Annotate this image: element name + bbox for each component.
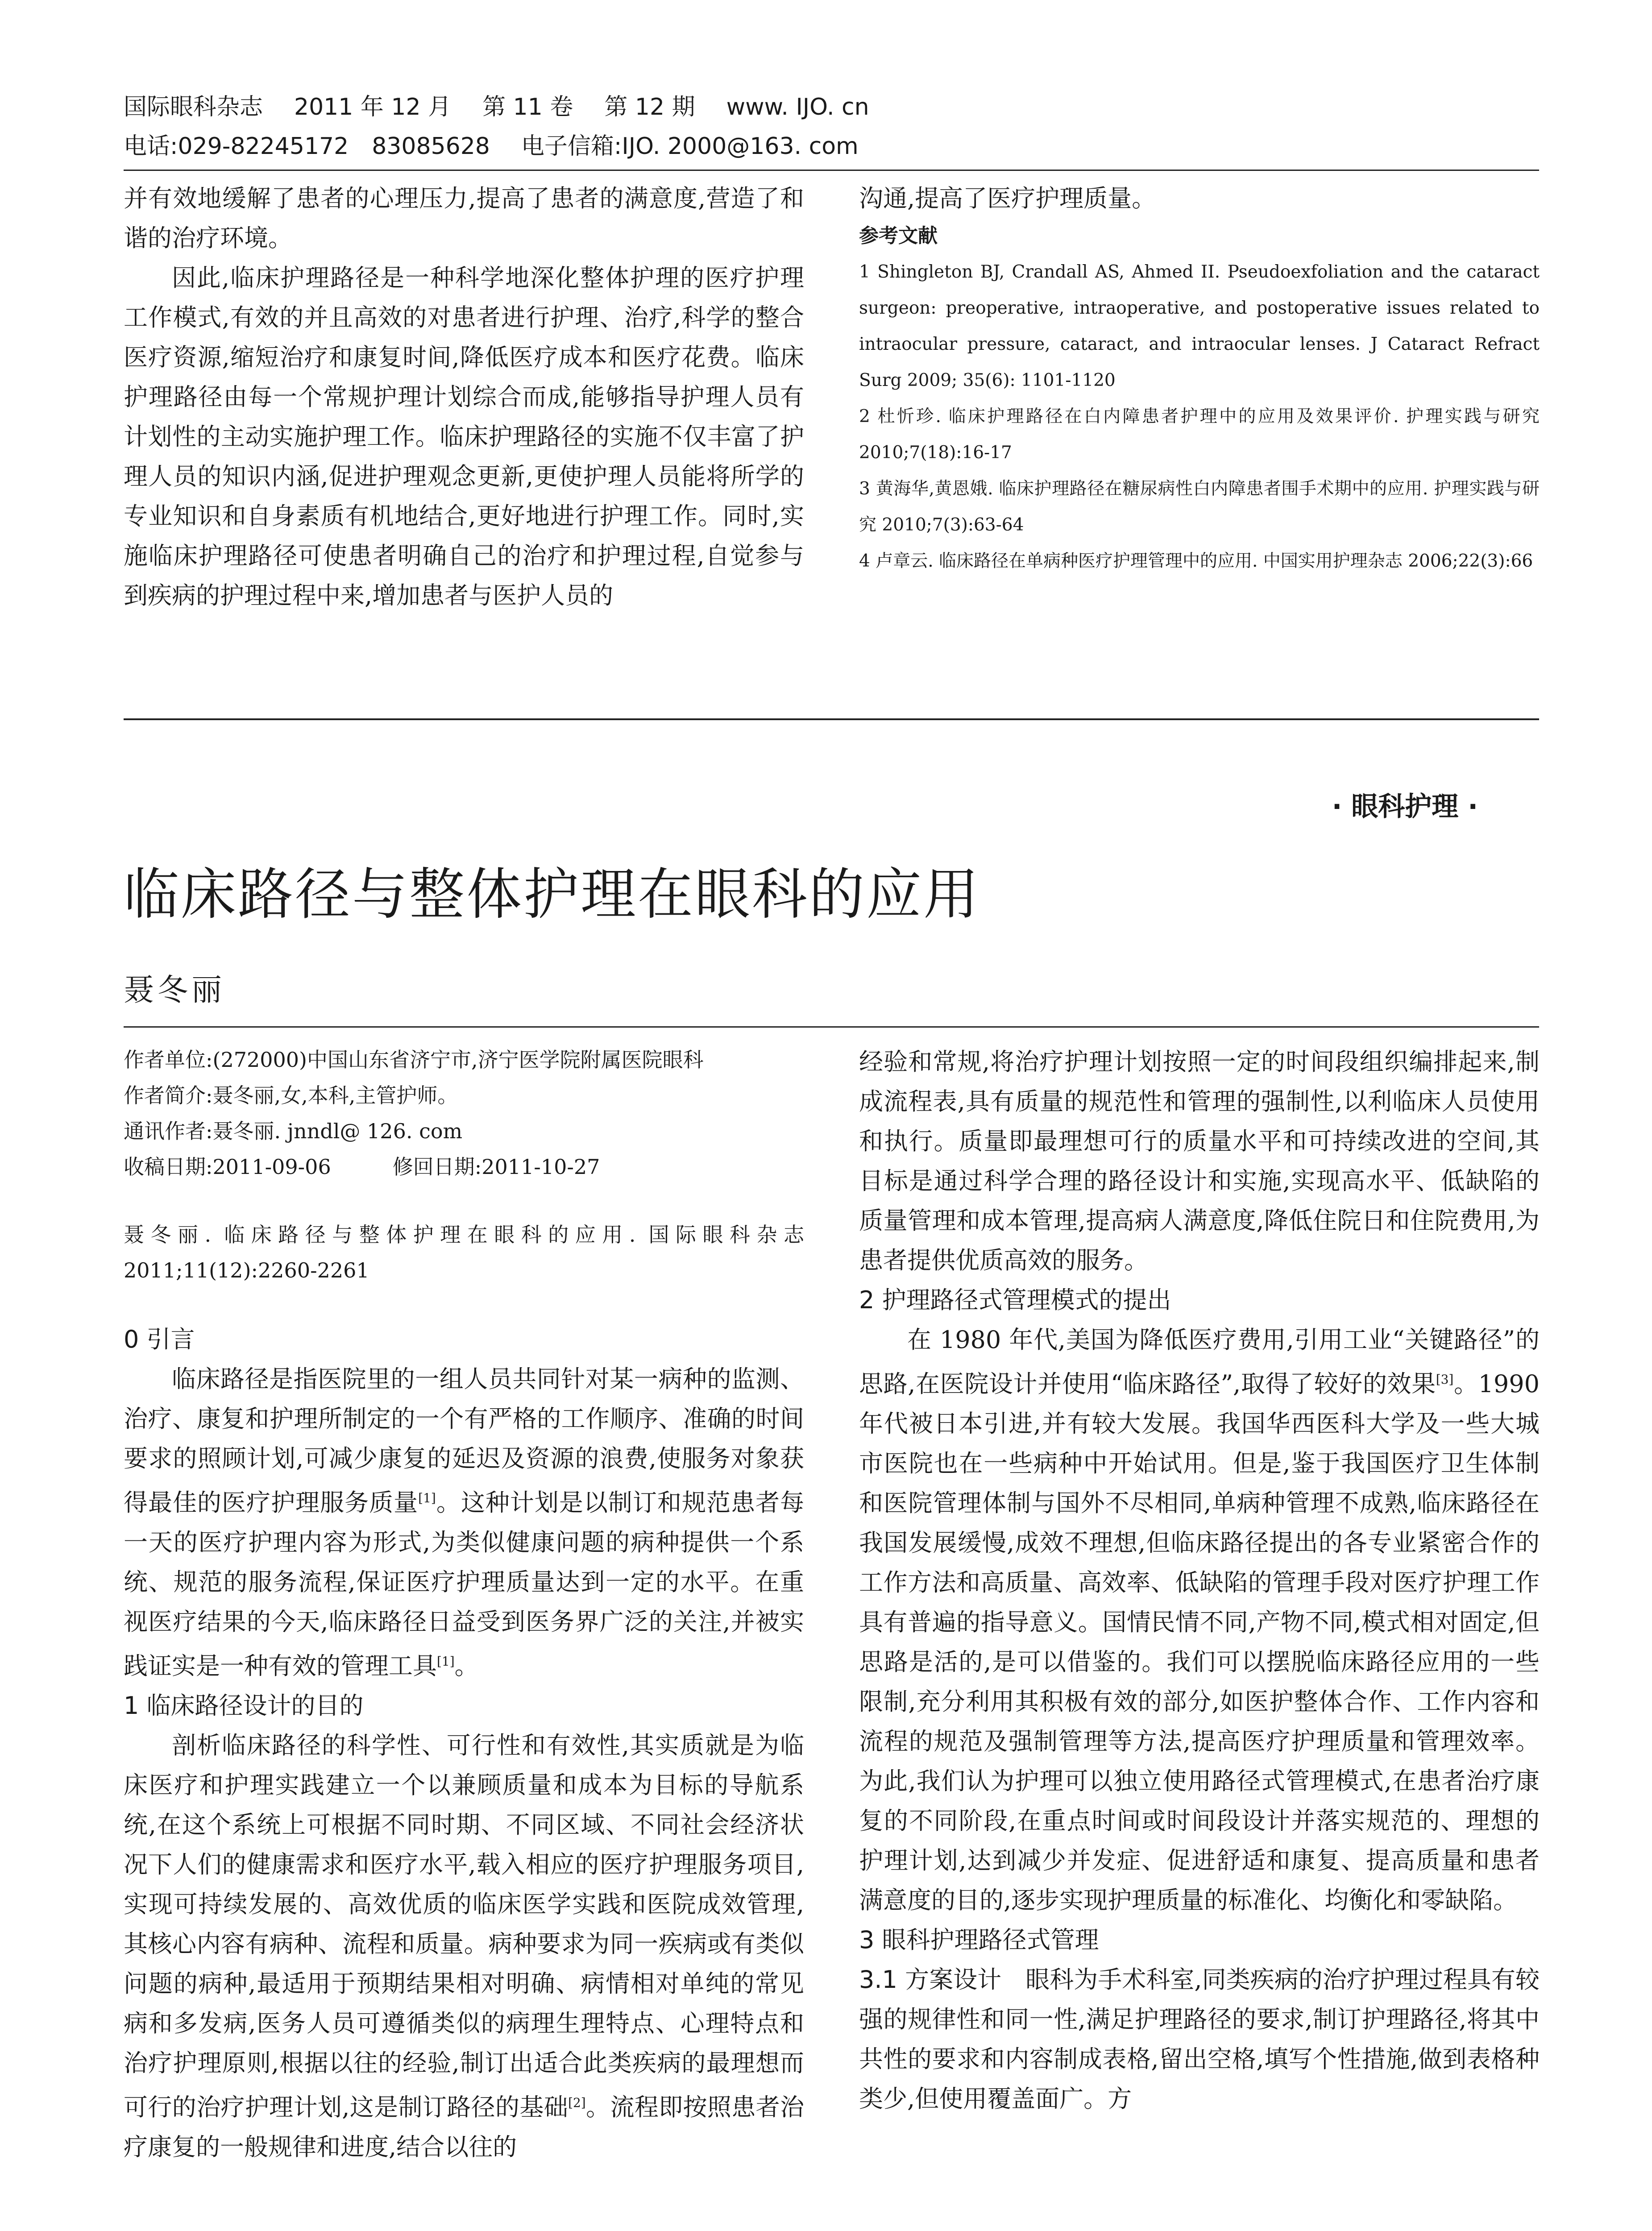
prev-paragraph: 并有效地缓解了患者的心理压力,提高了患者的满意度,营造了和谐的治疗环境。 (124, 184, 804, 252)
issue: 第 12 期 (604, 94, 695, 120)
citation-marker: [2] (568, 2095, 586, 2110)
reference-item: 1 Shingleton BJ, Crandall AS, Ahmed II. Pseudoexfoliation and the cataract surgeon: preoperative, intraoperative, and postoperative issues related to intraocular pressure, cataract, and intraocular lenses. J Cataract Refract Surg 2009; 35(6): 1101-1120 (859, 262, 1540, 390)
article-left-column (124, 1042, 804, 2167)
issue-date: 2011 年 12 月 (294, 94, 452, 120)
section-heading: 2 护理路径式管理模式的提出 (859, 1286, 1171, 1314)
article-right-column (859, 1042, 1540, 2119)
section-label: · 眼科护理 · (1332, 791, 1478, 822)
reference-item: 4 卢章云. 临床路径在单病种医疗护理管理中的应用. 中国实用护理杂志 2006;22(3):66 (859, 551, 1533, 571)
prev-article-right-column (859, 178, 1540, 579)
article-separator-rule (124, 718, 1539, 720)
citation-marker: [3] (1436, 1372, 1454, 1387)
author-affiliation: 作者单位:(272000)中国山东省济宁市,济宁医学院附属医院眼科 (124, 1048, 704, 1072)
author-bio: 作者简介:聂冬丽,女,本科,主管护师。 (124, 1083, 458, 1107)
volume: 第 11 卷 (482, 94, 573, 120)
body-paragraph: 临床路径是指医院里的一组人员共同针对某一病种的监测、治疗、康复和护理所制定的一个有严格的工作顺序、准确的时间要求的照顾计划,可减少康复的延迟及资源的浪费,使服务对象获得最佳的医疗护理服务质量[1]。这种计划是以制订和规范患者每一天的医疗护理内容为形式,为类似健康问题的病种提供一个系统、规范的服务流程,保证医疗护理质量达到一定的水平。在重视医疗结果的今天,临床路径日益受到医务界广泛的关注,并被实践证实是一种有效的管理工具[1]。 (124, 1365, 805, 1680)
body-paragraph: 经验和常规,将治疗护理计划按照一定的时间段组织编排起来,制成流程表,具有质量的规范性和管理的强制性,以利临床人员使用和执行。质量即最理想可行的质量水平和可持续改进的空间,其目标是通过科学合理的路径设计和实施,实现高水平、低缺陷的质量管理和成本管理,提高病人满意度,降低住院日和住院费用,为患者提供优质高效的服务。 (859, 1048, 1540, 1274)
subsection-heading: 3.1 方案设计 (859, 1966, 1002, 1994)
received-revised-dates: 收稿日期:2011-09-06 修回日期:2011-10-27 (124, 1155, 600, 1179)
running-header-line2 (124, 129, 890, 164)
reference-item: 3 黄海华,黄恩娥. 临床护理路径在糖尿病性白内障患者围手术期中的应用. 护理实践与研究 2010;7(3):63-64 (859, 479, 1540, 535)
section-heading: 3 眼科护理路径式管理 (859, 1926, 1099, 1954)
header-rule (124, 170, 1539, 171)
section-heading: 0 引言 (124, 1325, 195, 1353)
prev-paragraph: 因此,临床护理路径是一种科学地深化整体护理的医疗护理工作模式,有效的并且高效的对患者进行护理、治疗,科学的整合医疗资源,缩短治疗和康复时间,降低医疗成本和医疗花费。临床护理路径由每一个常规护理计划综合而成,能够指导护理人员有计划性的主动实施护理工作。临床护理路径的实施不仅丰富了护理人员的知识内涵,促进护理观念更新,更使护理人员能将所学的专业知识和自身素质有机地结合,更好地进行护理工作。同时,实施临床护理路径可使患者明确自己的治疗和护理过程,自觉参与到疾病的护理过程中来,增加患者与医护人员的 (124, 264, 804, 610)
references-heading: 参考文献 (859, 224, 938, 247)
body-paragraph: 3.1 方案设计 眼科为手术科室,同类疾病的治疗护理过程具有较强的规律性和同一性,满足护理路径的要求,制订护理路径,将其中共性的要求和内容制成表格,留出空格,填写个性措施,做到表格种类少,但使用覆盖面广。方 (859, 1966, 1540, 2113)
citation: 聂冬丽. 临床路径与整体护理在眼科的应用. 国际眼科杂志 2011;11(12):2260-2261 (124, 1223, 804, 1282)
title-rule (124, 1026, 1539, 1028)
running-header-line1 (124, 89, 901, 125)
article-author: 聂冬丽 (124, 973, 226, 1008)
journal-website: www. IJO. cn (726, 94, 869, 120)
article-title: 临床路径与整体护理在眼科的应用 (124, 863, 981, 927)
journal-email: 电子信箱:IJO. 2000@163. com (521, 133, 859, 160)
journal-phone: 电话:029-82245172 83085628 (124, 133, 490, 160)
journal-name: 国际眼科杂志 (124, 94, 263, 120)
references-list (859, 254, 1540, 579)
prev-article-left-column (124, 178, 804, 615)
body-paragraph: 剖析临床路径的科学性、可行性和有效性,其实质就是为临床医疗和护理实践建立一个以兼顾质量和成本为目标的导航系统,在这个系统上可根据不同时期、不同区域、不同社会经济状况下人们的健康需求和医疗水平,载入相应的医疗护理服务项目,实现可持续发展的、高效优质的临床医学实践和医院成效管理,其核心内容有病种、流程和质量。病种要求为同一疾病或有类似问题的病种,最适用于预期结果相对明确、病情相对单纯的常见病和多发病,医务人员可遵循类似的病理生理特点、心理特点和治疗护理原则,根据以往的经验,制订出适合此类疾病的最理想而可行的治疗护理计划,这是制订路径的基础[2]。流程即按照患者治疗康复的一般规律和进度,结合以往的 (124, 1731, 804, 2161)
corresponding-author: 通讯作者:聂冬丽. jnndl@ 126. com (124, 1119, 463, 1143)
prev-paragraph: 沟通,提高了医疗护理质量。 (859, 184, 1156, 212)
article-metadata (124, 1042, 804, 1288)
section-heading: 1 临床路径设计的目的 (124, 1692, 364, 1720)
body-paragraph: 在 1980 年代,美国为降低医疗费用,引用工业“关键路径”的思路,在医院设计并使用“临床路径”,取得了较好的效果[3]。1990 年代被日本引进,并有较大发展。我国华西医科大学及一些大城市医院也在一些病种中开始试用。但是,鉴于我国医疗卫生体制和医院管理体制与国外不尽相同,单病种管理不成熟,临床路径在我国发展缓慢,成效不理想,但临床路径提出的各专业紧密合作的工作方法和高质量、高效率、低缺陷的管理手段对医疗护理工作具有普遍的指导意义。国情民情不同,产物不同,模式相对固定,但思路是活的,是可以借鉴的。我们可以摆脱临床路径应用的一些限制,充分利用其积极有效的部分,如医护整体合作、工作内容和流程的规范及强制管理等方法,提高医疗护理质量和管理效率。为此,我们认为护理可以独立使用路径式管理模式,在患者治疗康复的不同阶段,在重点时间或时间段设计并落实规范的、理想的护理计划,达到减少并发症、促进舒适和康复、提高质量和患者满意度的目的,逐步实现护理质量的标准化、均衡化和零缺陷。 (859, 1326, 1540, 1914)
citation-marker: [1] (437, 1654, 455, 1669)
citation-marker: [1] (418, 1491, 436, 1505)
reference-item: 2 杜忻珍. 临床护理路径在白内障患者护理中的应用及效果评价. 护理实践与研究 2010;7(18):16-17 (859, 406, 1540, 463)
